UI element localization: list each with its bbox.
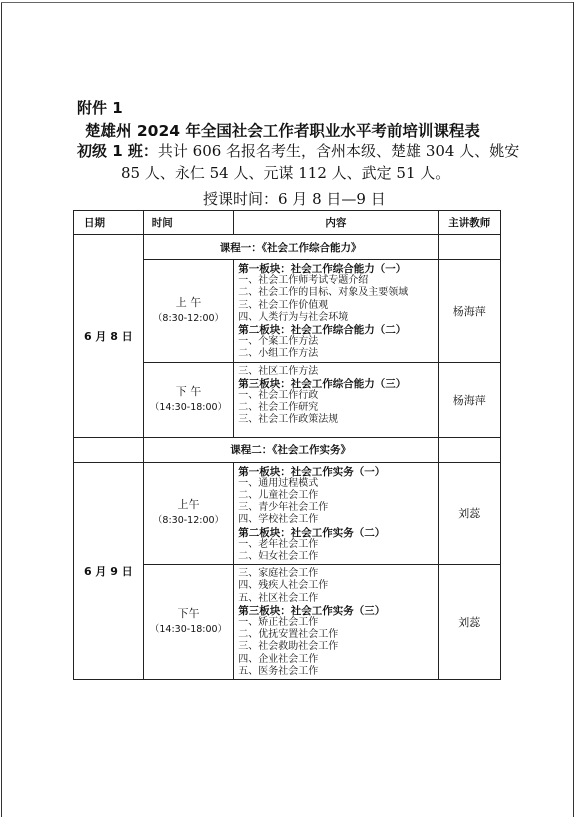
- attachment-label: 附件 1: [77, 99, 123, 117]
- day1-pm-content: [234, 362, 438, 437]
- day2-am-period: 上午: [177, 498, 200, 512]
- day2-am-teacher: 刘蕊: [438, 462, 501, 565]
- list-item: 四、人类行为与社会环境: [238, 311, 349, 323]
- list-item: 第三板块：社会工作综合能力（三）: [238, 377, 407, 390]
- list-item: 三、社会工作价值观: [238, 299, 329, 311]
- day2-pm-content: [234, 565, 438, 680]
- class-label: 初级 1 班：: [77, 142, 158, 160]
- list-item: 一、社会工作师考试专题介绍: [238, 275, 369, 287]
- list-item: 四、残疾人社会工作: [238, 580, 329, 592]
- day2-pm-period: 下午: [177, 607, 200, 621]
- empty-cell: [438, 235, 501, 260]
- day2-pm-hours: （14:30-18:00）: [149, 624, 228, 636]
- day1-am-hours: （8:30-12:00）: [152, 312, 225, 324]
- day1-pm-slot: [143, 362, 234, 437]
- day1-am-teacher: 杨海萍: [438, 260, 501, 363]
- list-item: 三、青少年社会工作: [238, 502, 329, 514]
- scan-border-left: [1, 2, 2, 817]
- list-item: 二、社会工作研究: [238, 402, 319, 414]
- list-item: 五、医务社会工作: [238, 665, 319, 677]
- day1-pm-hours: （14:30-18:00）: [149, 401, 228, 413]
- day2-am-hours: （8:30-12:00）: [152, 515, 225, 527]
- day2-am-slot: [143, 462, 234, 565]
- class-description-line1: [77, 140, 519, 161]
- day1-pm-period: 下 午: [175, 384, 202, 398]
- list-item: 一、社会工作行政: [238, 390, 319, 402]
- table-row: [74, 462, 501, 565]
- day1-pm-teacher: 杨海萍: [438, 362, 501, 437]
- table-row: [74, 235, 501, 260]
- list-item: 五、社区社会工作: [238, 592, 319, 604]
- empty-cell: [438, 437, 501, 462]
- scan-border-top: [1, 2, 573, 3]
- list-item: 二、社会工作的目标、对象及主要领域: [238, 287, 409, 299]
- list-item: 二、优抚安置社会工作: [238, 629, 339, 641]
- list-item: 一、通用过程模式: [238, 477, 319, 489]
- teaching-time: 授课时间：6 月 8 日—9 日: [203, 190, 386, 208]
- list-item: 三、社会救助社会工作: [238, 641, 339, 653]
- day1-am-content: [234, 260, 438, 363]
- list-item: 三、社区工作方法: [238, 365, 319, 377]
- list-item: 二、妇女社会工作: [238, 551, 319, 563]
- header-content: 内容: [234, 211, 438, 235]
- list-item: 二、小组工作方法: [238, 348, 319, 360]
- day2-am-content: [234, 462, 438, 565]
- list-item: 第一板块：社会工作实务（一）: [238, 465, 386, 478]
- list-item: 二、儿童社会工作: [238, 490, 319, 502]
- day2-pm-slot: [143, 565, 234, 680]
- header-date: 日期: [74, 211, 144, 235]
- day2-pm-teacher: 刘蕊: [438, 565, 501, 680]
- list-item: 第二板块：社会工作实务（二）: [238, 526, 386, 539]
- day1-date: 6 月 8 日: [74, 235, 144, 438]
- list-item: 第二板块：社会工作综合能力（二）: [238, 324, 407, 337]
- list-item: 第一板块：社会工作综合能力（一）: [238, 263, 407, 275]
- header-time: 时间: [143, 211, 234, 235]
- list-item: 四、企业社会工作: [238, 653, 319, 665]
- document-title: 楚雄州 2024 年全国社会工作者职业水平考前培训课程表: [85, 122, 480, 140]
- day1-am-slot: [143, 260, 234, 363]
- scan-border-right: [573, 2, 574, 817]
- empty-cell: [74, 437, 144, 462]
- day2-course-title: 课程二：《社会工作实务》: [143, 437, 438, 462]
- table-header-row: [74, 211, 501, 235]
- list-item: 一、矫正社会工作: [238, 617, 319, 629]
- schedule-table: [73, 210, 501, 680]
- table-row: [74, 437, 501, 462]
- list-item: 四、学校社会工作: [238, 514, 319, 526]
- header-teacher: 主讲教师: [438, 211, 501, 235]
- day2-date: 6 月 9 日: [74, 462, 144, 679]
- list-item: 第三板块：社会工作实务（三）: [238, 604, 386, 617]
- class-description-line2: 85 人、永仁 54 人、元谋 112 人、武定 51 人。: [121, 164, 451, 182]
- list-item: 三、社会工作政策法规: [238, 414, 339, 426]
- list-item: 一、个案工作方法: [238, 336, 319, 348]
- class-summary: 共计 606 名报名考生，含州本级、楚雄 304 人、姚安: [157, 142, 520, 160]
- day1-course-title: 课程一：《社会工作综合能力》: [143, 235, 438, 260]
- day1-am-period: 上 午: [175, 295, 202, 309]
- list-item: 三、家庭社会工作: [238, 568, 319, 580]
- list-item: 一、老年社会工作: [238, 538, 319, 550]
